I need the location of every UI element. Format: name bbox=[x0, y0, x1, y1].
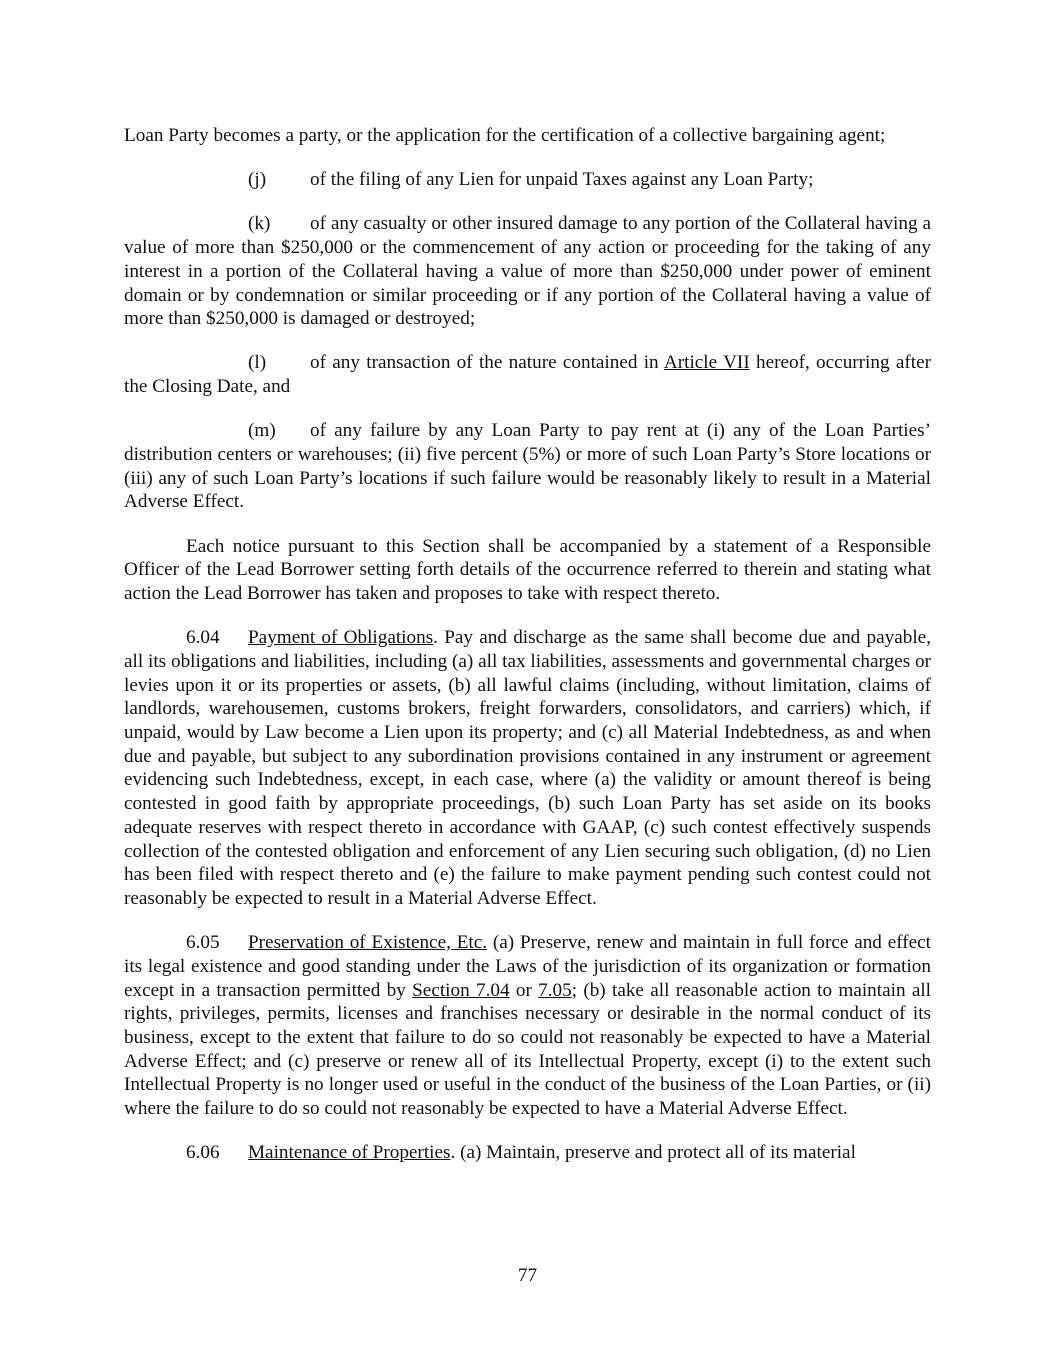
article-vii-reference: Article VII bbox=[663, 352, 750, 374]
item-k bbox=[124, 212, 931, 331]
item-j bbox=[124, 168, 931, 192]
document-page bbox=[124, 124, 931, 1186]
section-6-06-number: 6.06 bbox=[186, 1142, 220, 1164]
item-m bbox=[124, 419, 931, 514]
section-6-04-number: 6.04 bbox=[186, 627, 220, 649]
item-k-label: (k) bbox=[248, 213, 271, 235]
section-6-04-heading: Payment of Obligations bbox=[248, 627, 434, 649]
continuation-paragraph: Loan Party becomes a party, or the application for the certification of a collective bargaining agent; bbox=[124, 125, 886, 146]
page-number: 77 bbox=[517, 1265, 538, 1286]
section-6-06-heading: Maintenance of Properties bbox=[248, 1142, 451, 1164]
section-6-05-heading: Preservation of Existence, Etc. bbox=[248, 932, 488, 954]
section-6-05-number: 6.05 bbox=[186, 932, 220, 954]
item-j-label: (j) bbox=[248, 169, 267, 191]
item-l-text-after: hereof, occurring after the Closing Date, and bbox=[124, 352, 931, 398]
section-7-04-reference: Section 7.04 bbox=[412, 979, 510, 1001]
section-6-05-or: or bbox=[509, 979, 539, 1001]
section-6-04 bbox=[124, 626, 931, 910]
item-m-text: of any failure by any Loan Party to pay rent at (i) any of the Loan Parties’ distribution centers or warehouses; (ii) five percent (5%) or more of such Loan Party’s Store locations or (iii) any of such Loan Party’s locations if such failure would be reasonably likely to result in a Material Adverse Effect. bbox=[124, 420, 931, 513]
item-l-label: (l) bbox=[248, 352, 267, 374]
item-l bbox=[124, 351, 931, 398]
section-6-05-text-b: ; (b) take all reasonable action to maintain all rights, privileges, permits, licenses and franchises necessary or desirable in the normal conduct of its business, except to the extent that failure to do so could not reasonably be expected to have a Material Adverse Effect; and (c) preserve or renew all of its Intellectual Property, except (i) to the extent such Intellectual Property is no longer used or useful in the conduct of the business of the Loan Parties, or (ii) where the failure to do so could not reasonably be expected to have a Material Adverse Effect. bbox=[124, 979, 932, 1120]
item-l-text-before: of any transaction of the nature contained in bbox=[310, 352, 664, 374]
section-6-06-text: . (a) Maintain, preserve and protect all of its material bbox=[450, 1142, 856, 1164]
item-m-label: (m) bbox=[248, 420, 276, 442]
section-6-05-text-a: (a) Preserve, renew and maintain in full force and effect its legal existence and good standing under the Laws of the jurisdiction of its organization or formation except in a transaction permitted by bbox=[124, 932, 932, 1001]
item-k-text: of any casualty or other insured damage to any portion of the Collateral having a value of more than $250,000 or the commencement of any action or proceeding for the taking of any interest in a portion of the Collateral having a value of more than $250,000 under power of eminent domain or by condemnation or similar proceeding or if any portion of the Collateral having a value of more than $250,000 is damaged or destroyed; bbox=[124, 213, 931, 330]
item-j-text: of the filing of any Lien for unpaid Taxes against any Loan Party; bbox=[310, 169, 814, 191]
section-6-04-text: . Pay and discharge as the same shall become due and payable, all its obligations and liabilities, including (a) all tax liabilities, assessments and governmental charges or levies upon it or its properties or assets, (b) all lawful claims (including, without limitation, claims of landlords, warehousemen, customs brokers, freight forwarders, consolidators, and carriers) which, if unpaid, would by Law become a Lien upon its property; and (c) all Material Indebtedness, as and when due and payable, but subject to any subordination provisions contained in any instrument or agreement evidencing such Indebtedness, except, in each case, where (a) the validity or amount thereof is being contested in good faith by appropriate proceedings, (b) such Loan Party has set aside on its books adequate reserves with respect thereto in accordance with GAAP, (c) such contest effectively suspends collection of the contested obligation and enforcement of any Lien securing such obligation, (d) no Lien has been filed with respect thereto and (e) the failure to make payment pending such contest could not reasonably be expected to result in a Material Adverse Effect. bbox=[124, 627, 931, 909]
section-6-05 bbox=[124, 931, 931, 1121]
section-6-06 bbox=[124, 1141, 931, 1165]
section-7-05-reference: 7.05 bbox=[538, 979, 572, 1001]
notice-paragraph: Each notice pursuant to this Section shall be accompanied by a statement of a Responsible Officer of the Lead Borrower setting forth details of the occurrence referred to therein and stating what action the Lead Borrower has taken and proposes to take with respect thereto. bbox=[124, 535, 931, 605]
